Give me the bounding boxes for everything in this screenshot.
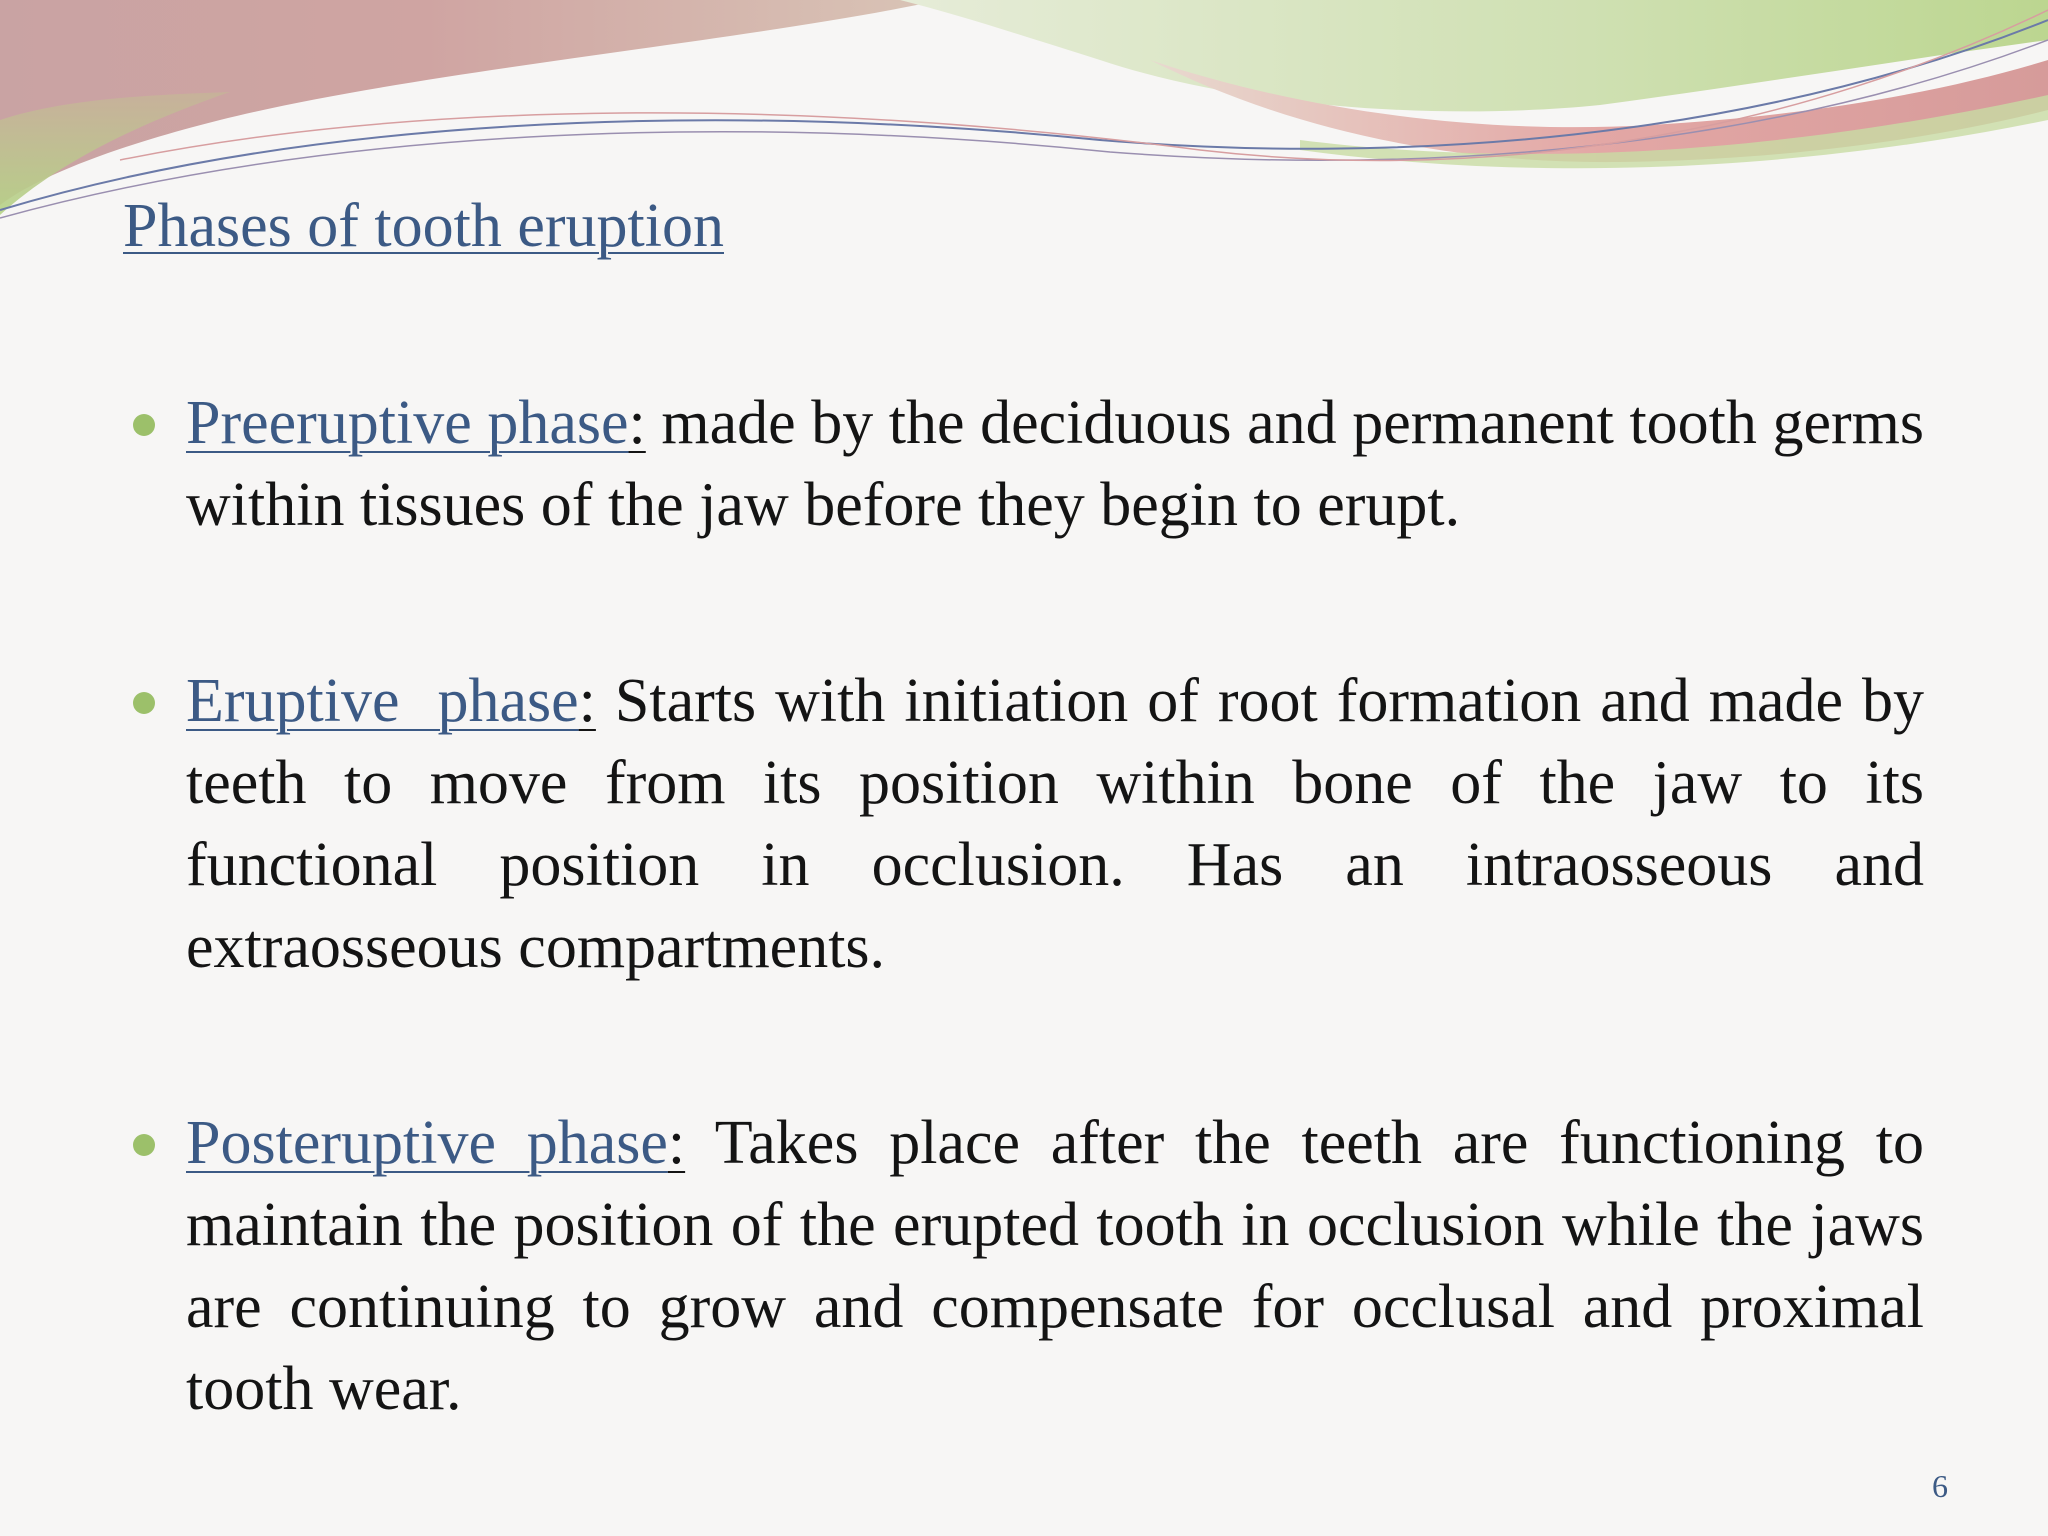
bullet-term: Posteruptive phase [186,1109,668,1177]
bullet-term: Preeruptive phase [186,389,629,457]
bullet-colon: : [667,1109,686,1177]
bullet-colon: : [578,667,596,735]
bullet-dot-icon [133,692,155,714]
page-number: 6 [1932,1468,1948,1504]
bullet-text: Takes place after the teeth are functioning to maintain the position of the erupted tooth in occlusion while the jaws are continuing to grow and compensate for occlusal and proximal tooth wear. [186,1109,1924,1423]
bullet-colon: : [628,389,646,457]
slide-title: Phases of tooth eruption [123,192,724,260]
bullet-item-eruptive [186,660,1924,988]
bullet-item-preeruptive [186,382,1924,546]
bullet-term: Eruptive phase [186,667,579,735]
bullet-text: Starts with initiation of root formation and made by teeth to move from its position within bone of the jaw to its functional position in occlusion. Has an intraosseous and extraosseous compartments. [186,667,1924,981]
bullet-text: made by the deciduous and permanent tooth germs within tissues of the jaw before they begin to erupt. [186,389,1925,539]
bullet-dot-icon [133,414,155,436]
bullet-dot-icon [133,1134,155,1156]
bullet-item-posteruptive [186,1102,1924,1430]
